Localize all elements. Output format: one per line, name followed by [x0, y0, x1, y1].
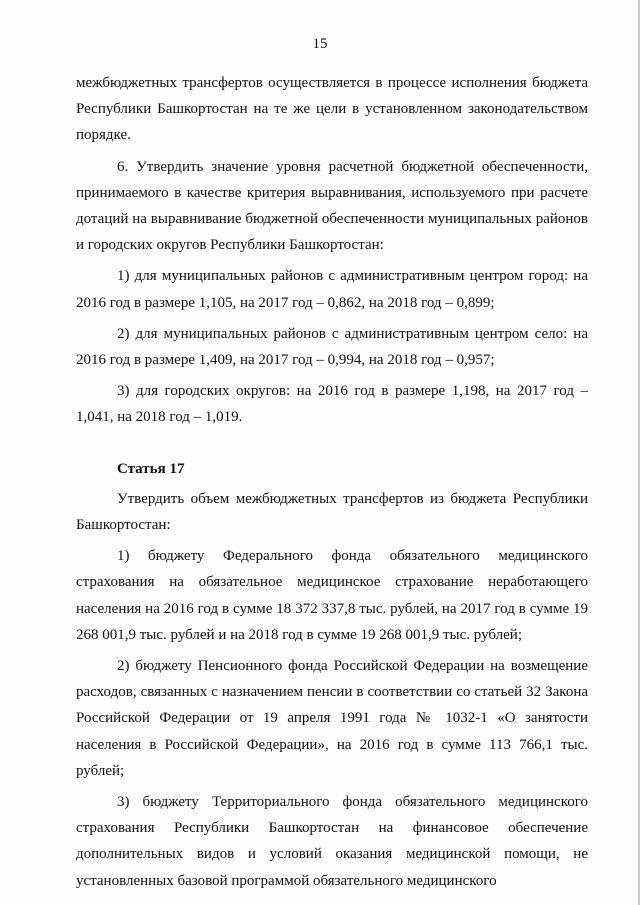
paragraph-item-6: 6. Утвердить значение уровня расчетной бюджетной обеспеченности, принимаемого в качестве критерия выравнивания, используемого при расчете дотаций на выравнивание бюджетной обеспеченности муниципальных районов и городских округов Республики Башкортостан: — [76, 158, 588, 254]
paragraph-item-6-2: 2) для муниципальных районов с административным центром село: на 2016 год в размере 1,409, на 2017 год – 0,994, на 2018 год – 0,957; — [76, 325, 588, 369]
article-item-2: 2) бюджету Пенсионного фонда Российской Федерации на возмещение расходов, связанных с назначением пенсии в соответствии со статьей 32 Закона Российской Федерации от 19 апреля 1991 года № 1032-1 «О занятости населения в Российской Федерации», на 2016 год в сумме 113 766,1 тыс. рублей; — [76, 658, 588, 779]
paragraph-item-6-3: 3) для городских округов: на 2016 год в размере 1,198, на 2017 год – 1,041, на 2018 год – 1,019. — [76, 383, 588, 426]
document-body — [76, 70, 588, 894]
paragraph-continuation: межбюджетных трансфертов осуществляется в процессе исполнения бюджета Республики Башкортостан на те же цели в установленном законодательством порядке. — [76, 75, 588, 144]
article-heading: Статья 17 — [117, 460, 185, 477]
paragraph-item-6-1: 1) для муниципальных районов с административным центром город: на 2016 год в размере 1,105, на 2017 год – 0,862, на 2018 год – 0,899; — [76, 268, 588, 311]
page-number: 15 — [312, 36, 328, 52]
article-intro: Утвердить объем межбюджетных трансфертов из бюджета Республики Башкортостан: — [76, 490, 588, 534]
article-item-1: 1) бюджету Федерального фонда обязательного медицинского страхования на обязательное медицинское страхование неработающего населения на 2016 год в сумме 18 372 337,8 тыс. рублей, на 2017 год в сумме 19 268 001,9 тыс. рублей и на 2018 год в сумме 19 268 001,9 тыс. рублей; — [76, 548, 588, 643]
article-item-3: 3) бюджету Территориального фонда обязательного медицинского страхования Республики Башкортостан на финансовое обеспечение дополнительных видов и условий оказания медицинской помощи, не установленных базовой программой обязательного медицинского — [76, 794, 588, 889]
